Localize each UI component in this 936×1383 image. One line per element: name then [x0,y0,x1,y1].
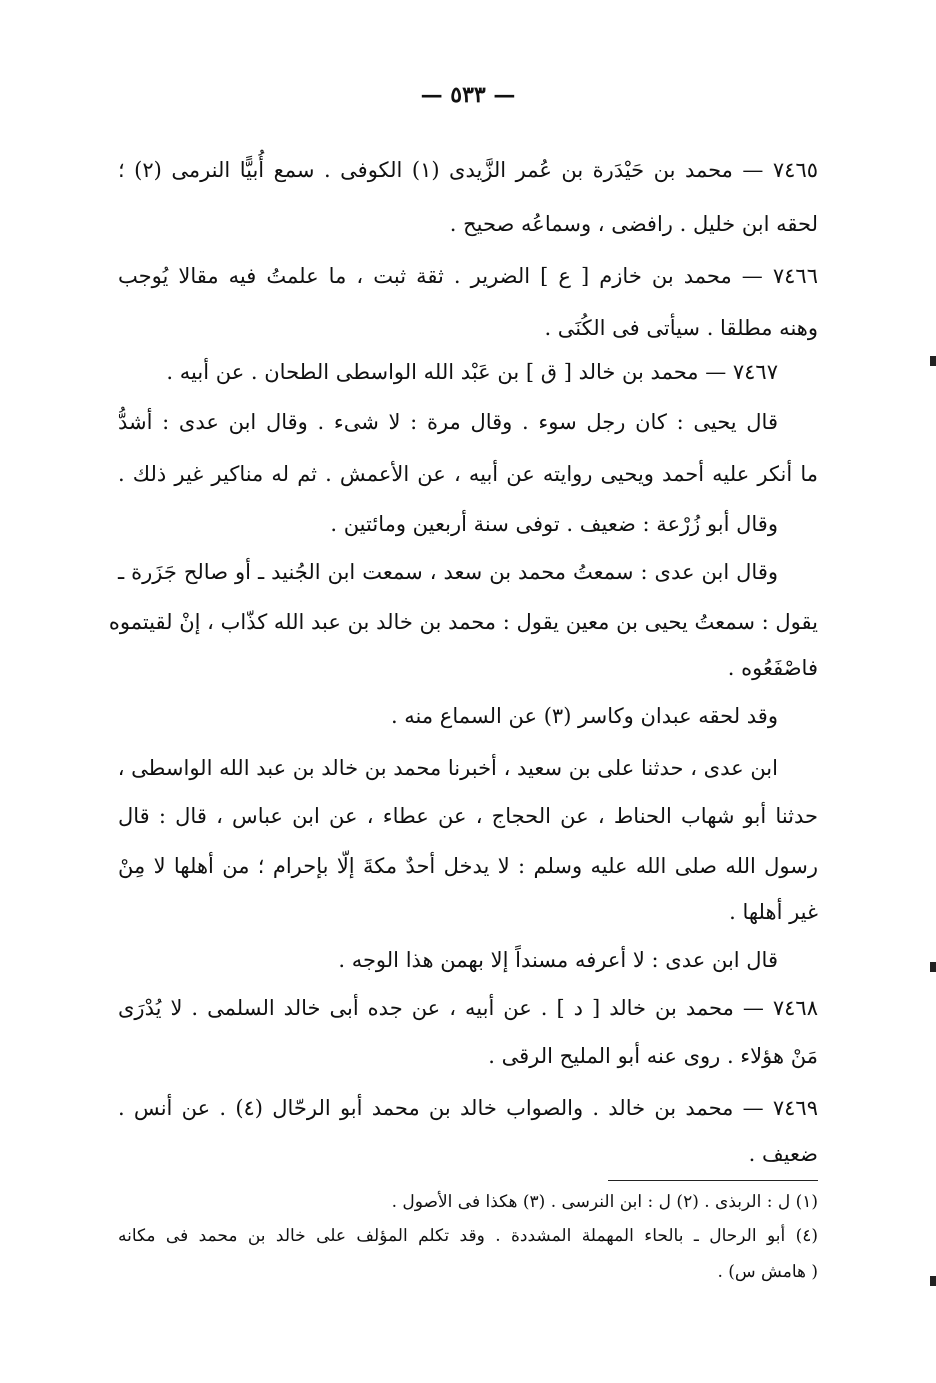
entry-7466-line-2: وهنه مطلقا . سيأتى فى الكُنَى . [544,316,818,340]
entry-7467-line-10: حدثنا أبو شهاب الحناط ، عن الحجاج ، عن عطاء ، عن ابن عباس ، قال : قال [118,804,818,828]
entry-7467-line-11: رسول الله صلى الله عليه وسلم : لا يدخل أحدٌ مكةَ إلّا بإحرام ؛ من أهلها لا مِنْ [118,854,818,878]
entry-7467-line-12: غير أهلها . [729,900,818,924]
margin-mark [930,356,936,366]
entry-7467-line-1: ٧٤٦٧ — محمد بن خالد [ ق ] بن عَبْد الله الواسطى الطحان . عن أبيه . [166,360,778,384]
entry-7467-line-3: ما أنكر عليه أحمد ويحيى روايته عن أبيه ، عن الأعمش . ثم له مناكير غير ذلك . [118,462,818,486]
page-number: — ٥٣٣ — [420,82,516,108]
entry-7468-line-2: مَنْ هؤلاء . روى عنه أبو المليح الرقى . [488,1044,818,1068]
margin-mark [930,1276,936,1286]
entry-7467-line-2: قال يحيى : كان رجل سوء . وقال مرة : لا شىء . وقال ابن عدى : أشدُّ [118,410,778,434]
entry-7467-line-6: يقول : سمعتُ يحيى بن معين يقول : محمد بن خالد بن عبد الله كذّاب ، إنْ لقيتموه [108,610,818,634]
entry-7465-line-2: لحقه ابن خليل . رافضى ، وسماعُه صحيح . [449,212,818,236]
footnote-separator [608,1180,818,1181]
entry-7467-line-5: وقال ابن عدى : سمعتُ محمد بن سعد ، سمعت ابن الجُنيد ـ أو صالح جَزَرة ـ [118,560,778,584]
entry-7468-line-1: ٧٤٦٨ — محمد بن خالد [ د ] . عن أبيه ، عن جده أبى خالد السلمى . لا يُدْرَى [118,996,818,1020]
entry-7467-line-13: قال ابن عدى : لا أعرفه مسنداً إلا بهمن هذا الوجه . [338,948,778,972]
entry-7469-line-1: ٧٤٦٩ — محمد بن خالد . والصواب خالد بن محمد أبو الرحّال (٤) . عن أنس . [118,1096,818,1120]
entry-7467-line-8: وقد لحقه عبدان وكاسر (٣) عن السماع منه . [390,704,778,728]
margin-mark [930,962,936,972]
footnote-1-3: (١) ل : الربذى . (٢) ل : ابن النرسى . (٣) هكذا فى الأصول . [391,1192,818,1212]
entry-7467-line-9: ابن عدى ، حدثنا على بن سعيد ، أخبرنا محمد بن خالد بن عبد الله الواسطى ، [117,756,778,780]
entry-7467-line-4: وقال أبو زُرْعة : ضعيف . توفى سنة أربعين ومائتين . [330,512,778,536]
footnote-4: (٤) أبو الرحال ـ بالحاء المهملة المشددة . وقد تكلم المؤلف على خالد بن محمد فى مكانه [118,1226,818,1246]
footnote-4-continued: ( هامش س) . [717,1262,818,1282]
entry-7467-line-7: فاصْفَعُوه . [727,656,818,680]
entry-7466-line-1: ٧٤٦٦ — محمد بن خازم [ ع ] الضرير . ثقة ثبت ، ما علمتُ فيه مقالا يُوجب [118,264,818,288]
entry-7469-line-2: ضعيف . [748,1142,818,1166]
entry-7465-line-1: ٧٤٦٥ — محمد بن حَيْدَرة بن عُمر الزَّيدى (١) الكوفى . سمع أُبيًّا النرمى (٢) ؛ [118,158,819,182]
